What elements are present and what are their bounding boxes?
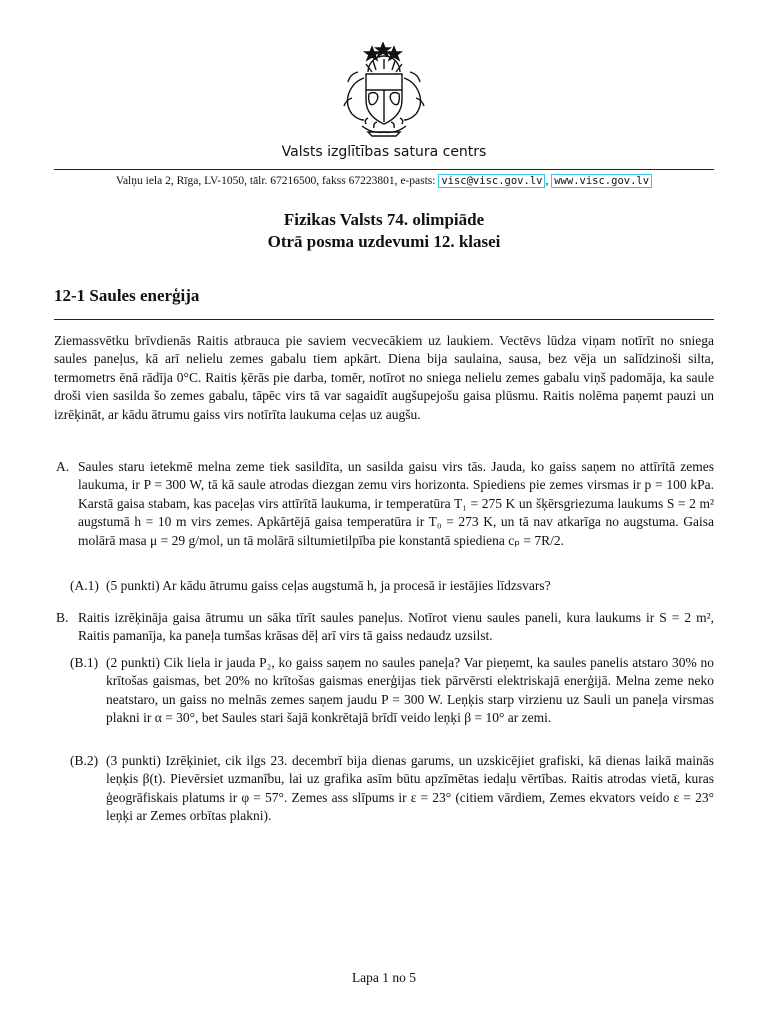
part-b (56, 609, 714, 646)
coat-of-arms-logo (328, 42, 440, 138)
title-line-1: Fizikas Valsts 74. olimpiāde (283, 210, 485, 229)
email-link[interactable]: visc@visc.gov.lv (438, 174, 545, 188)
question-b2-text: (3 punkti) Izrēķiniet, cik ilgs 23. decembrī bija dienas garums, un uzskicējiet grafiski, kā dienas laikā mainās leņķis β(t). Pievērsiet uzmanību, lai uz grafika asīm būtu apzīmētas iedaļu vērtības. Raitis atrodas vietā, kuras ģeogrāfiskais platums ir φ = 57°. Zemes ass slīpums ir ε = 23° (citiem vārdiem, Zemes ekvators veido ε = 23° leņķi ar Zemes orbītas plakni). (106, 753, 714, 824)
website-link[interactable]: www.visc.gov.lv (551, 174, 652, 188)
intro-paragraph: Ziemassvētku brīvdienās Raitis atbrauca pie saviem vecvecākiem uz laukiem. Vectēvs lūdza viņam notīrīt no sniega saules paneļus, kā arī nelielu zemes gabalu tiem apkārt. Diena bija saulaina, sausa, bez vēja un salīdzinoši silta, termometrs ēnā rādīja 0°C. Raitis ķērās pie darba, tomēr, notīrot no sniega nelielu zemes gabalu viņš padomāja, ka saule droši vien sasilda šo zemes gabalu, tāpēc virs tā var sagaidīt augšupejošu gaisa plūsmu. Raitis nolēma paņemt pauzi un izrēķināt, ar kādu ātrumu gaiss virs notīrīta laukuma ceļas uz augšu. (54, 333, 714, 422)
question-a1-text: (5 punkti) Ar kādu ātrumu gaiss ceļas augstumā h, ja procesā ir iestājies līdzsvars? (106, 578, 551, 593)
header-divider (54, 169, 714, 170)
title-line-2: Otrā posma uzdevumi 12. klasei (267, 232, 501, 251)
document-title (0, 209, 768, 253)
section-heading: 12-1 Saules enerģija (54, 286, 200, 305)
part-a-text: Saules staru ietekmē melna zeme tiek sasildīta, un sasilda gaisu virs tās. Jauda, ko gaiss saņem no attīrītā zemes laukuma, ir P = 300 W, tā kā saule atrodas diezgan zemu virs horizonta. Spiediens pie zemes virsmas ir p = 100 kPa. Karstā gaisa stabam, kas paceļas virs attīrītā laukuma, ir temperatūra T₁ = 275 K un šķērsgriezuma laukums S = 2 m² augstumā h = 10 m virs zemes. Apkārtējā gaisa temperatūra ir T₀ = 273 K, un tā nav atkarīga no augstuma. Gaisa molārā masa μ = 29 g/mol, un tā molārā siltumietilpība pie konstantā spiediena cₚ = 7R/2. (78, 459, 714, 548)
address-line (0, 175, 768, 187)
section-divider (54, 319, 714, 320)
part-b-text: Raitis izrēķināja gaisa ātrumu un sāka tīrīt saules paneļus. Notīrot vienu saules paneli, kura laukums ir S = 2 m², Raitis pamanīja, ka paneļa tumšas krāsas dēļ arī virs tā gaiss nedaudz uzsilst. (78, 610, 714, 644)
question-b1-label: (B.1) (70, 655, 99, 670)
question-a1-label: (A.1) (70, 578, 99, 593)
organization-name: Valsts izglītības satura centrs (281, 144, 487, 160)
part-a (56, 458, 714, 550)
question-b1-text: (2 punkti) Cik liela ir jauda P₂, ko gaiss saņem no saules paneļa? Var pieņemt, ka saules panelis atstaro 30% no krītošas gaismas, bet 20% no krītošas gaismas enerģijas tiek pārvērsti elektriskajā enerģijā. Melna zeme neko neatstaro, un gaiss no melnās zemes saņem jaudu P = 300 W. Leņķis starp virzienu uz Sauli un paneļa virsmas plakni ir α = 30°, bet Saules stari šajā konkrētajā brīdī veido leņķi β = 10° ar zemi. (106, 655, 714, 726)
question-b2 (70, 752, 714, 826)
question-a1 (70, 577, 714, 595)
address-separator: , (545, 175, 549, 187)
page-number: Lapa 1 no 5 (351, 970, 417, 985)
part-a-label: A. (56, 459, 70, 474)
question-b2-label: (B.2) (70, 753, 99, 768)
question-b1 (70, 654, 714, 728)
part-b-label: B. (56, 610, 69, 625)
address-text: Valņu iela 2, Rīga, LV-1050, tālr. 67216500, fakss 67223801, e-pasts: (115, 175, 436, 187)
